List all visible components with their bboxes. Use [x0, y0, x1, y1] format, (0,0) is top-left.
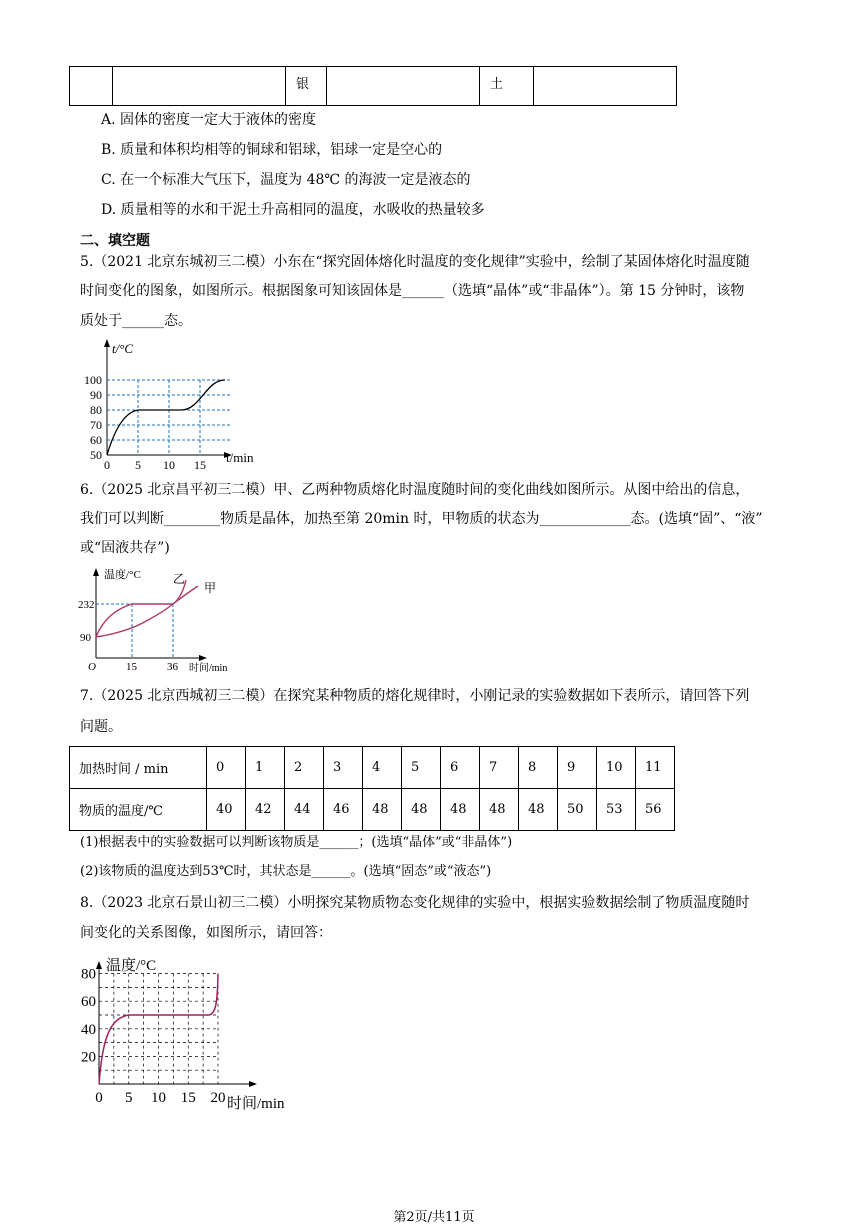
y-tick-label: 232 — [78, 599, 95, 611]
x-tick-label: 10 — [163, 458, 175, 470]
series-yi-curve — [96, 580, 186, 637]
top-table-cell: 土 — [480, 67, 534, 106]
table-cell: 7 — [480, 747, 519, 789]
y-tick-label: 90 — [80, 632, 91, 644]
page-footer: 第2页/共11页 — [393, 1210, 475, 1225]
table-cell: 46 — [324, 789, 363, 831]
x-tick-label: 5 — [125, 1090, 133, 1106]
x-axis-arrow — [199, 655, 207, 661]
table-row — [70, 747, 675, 789]
y-axis-label: t/°C — [112, 341, 134, 356]
x-axis-label: 时间/min — [227, 1096, 285, 1112]
y-tick-label: 60 — [90, 433, 102, 447]
table-cell: 2 — [285, 747, 324, 789]
q7-sub2: (2)该物质的温度达到53℃时，其状态是______。(选填“固态”或“液态”) — [80, 864, 492, 879]
table-cell: 3 — [324, 747, 363, 789]
option-c: C. 在一个标准大气压下，温度为 48℃ 的海波一定是液态的 — [101, 172, 471, 188]
y-axis-label: 温度/°C — [106, 958, 157, 974]
table-cell: 50 — [558, 789, 597, 831]
row-header-time: 加热时间 / min — [70, 747, 207, 789]
table-cell: 42 — [246, 789, 285, 831]
y-tick-label: 100 — [84, 373, 102, 387]
section-title: 二、填空题 — [80, 233, 150, 249]
q8-line1: 8.（2023 北京石景山初三二模）小明探究某物质物态变化规律的实验中，根据实验数据绘制了物质温度随时 — [80, 895, 750, 911]
q7-line1: 7.（2025 北京西城初三二模）在探究某种物质的熔化规律时，小刚记录的实验数据如下表所示，请回答下列 — [80, 688, 750, 704]
table-cell: 4 — [363, 747, 402, 789]
table-cell: 56 — [636, 789, 675, 831]
y-tick-label: 50 — [90, 448, 102, 462]
table-cell: 40 — [207, 789, 246, 831]
x-tick-label: 15 — [194, 458, 206, 470]
x-axis-arrow — [249, 1081, 257, 1087]
table-cell: 48 — [519, 789, 558, 831]
chart-q8 — [72, 950, 302, 1115]
y-tick-label: 90 — [90, 388, 102, 402]
q6-line3: 或“固液共存”) — [80, 540, 170, 556]
top-table-cell — [534, 67, 677, 106]
table-cell: 11 — [636, 747, 675, 789]
y-tick-label: 60 — [81, 994, 96, 1011]
table-cell: 8 — [519, 747, 558, 789]
y-axis-arrow — [96, 961, 102, 969]
data-table — [69, 746, 675, 831]
x-tick-label: 5 — [135, 458, 141, 470]
x-tick-label: 0 — [95, 1090, 103, 1106]
table-cell: 9 — [558, 747, 597, 789]
table-cell: 10 — [597, 747, 636, 789]
option-d: D. 质量相等的水和干泥土升高相同的温度，水吸收的热量较多 — [101, 202, 485, 218]
q7-sub1: (1)根据表中的实验数据可以判断该物质是______；(选填“晶体”或“非晶体”) — [80, 835, 513, 850]
top-table-cell — [70, 67, 113, 106]
table-cell: 48 — [441, 789, 480, 831]
series-jia-curve — [96, 586, 198, 637]
table-cell: 48 — [402, 789, 441, 831]
x-axis-label: t/min — [226, 450, 254, 465]
y-tick-label: 70 — [90, 418, 102, 432]
table-cell: 48 — [480, 789, 519, 831]
chart-q6 — [78, 562, 248, 674]
y-axis-arrow — [93, 568, 99, 576]
y-tick-label: 40 — [81, 1021, 96, 1038]
table-cell: 1 — [246, 747, 285, 789]
y-tick-label: 80 — [90, 403, 102, 417]
top-table-cell: 银 — [286, 67, 327, 106]
origin-label: O — [88, 661, 96, 673]
x-tick-label: 15 — [180, 1090, 196, 1106]
y-axis-arrow — [104, 339, 110, 347]
series-label-yi: 乙 — [173, 572, 186, 586]
q5-line3: 质处于______态。 — [80, 313, 192, 329]
table-row — [70, 789, 675, 831]
option-a: A. 固体的密度一定大于液体的密度 — [101, 112, 317, 128]
q7-line2: 问题。 — [80, 719, 122, 735]
y-axis-label: 温度/°C — [104, 569, 141, 581]
x-axis-label: 时间/min — [189, 663, 228, 674]
x-tick-label: 36 — [167, 661, 178, 673]
top-table-cell — [327, 67, 480, 106]
series-label-jia: 甲 — [204, 581, 217, 595]
row-header-temp: 物质的温度/℃ — [70, 789, 207, 831]
x-tick-label: 10 — [151, 1090, 166, 1106]
table-cell: 5 — [402, 747, 441, 789]
q8-line2: 间变化的关系图像，如图所示，请回答： — [80, 925, 332, 941]
q6-line2: 我们可以判断________物质是晶体，加热至第 20min 时，甲物质的状态为_____________态。(选填“固”、“液” — [80, 511, 763, 527]
table-cell: 48 — [363, 789, 402, 831]
x-tick-label: 15 — [126, 661, 137, 673]
top-table — [69, 66, 677, 106]
table-cell: 53 — [597, 789, 636, 831]
data-curve — [107, 380, 225, 455]
top-table-cell — [113, 67, 286, 106]
x-tick-label: 0 — [104, 458, 110, 470]
y-tick-label: 20 — [81, 1049, 96, 1066]
y-tick-label: 80 — [81, 966, 96, 983]
x-tick-label: 20 — [210, 1090, 226, 1106]
chart-q5 — [80, 335, 270, 470]
table-cell: 6 — [441, 747, 480, 789]
table-cell: 0 — [207, 747, 246, 789]
option-b: B. 质量和体积均相等的铜球和铝球，铝球一定是空心的 — [101, 142, 443, 158]
q5-line2: 时间变化的图象，如图所示。根据图象可知该固体是______（选填“晶体”或“非晶体”）。第 15 分钟时，该物 — [80, 283, 745, 299]
q6-line1: 6.（2025 北京昌平初三二模）甲、乙两种物质熔化时温度随时间的变化曲线如图所示。从图中给出的信息， — [80, 482, 750, 498]
table-cell: 44 — [285, 789, 324, 831]
q5-line1: 5.（2021 北京东城初三二模）小东在“探究固体熔化时温度的变化规律”实验中，绘制了某固体熔化时温度随 — [80, 254, 750, 270]
